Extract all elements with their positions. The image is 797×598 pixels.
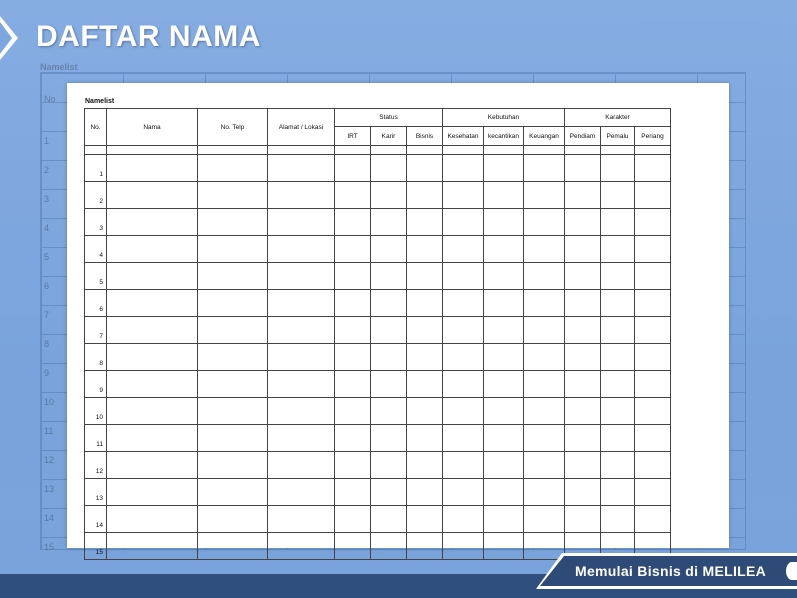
background-row-number: 5 [44,252,50,262]
cell-pendiam [565,290,601,317]
cell-nama [107,479,198,506]
cell-irt [335,398,371,425]
cell-keuangan [524,344,565,371]
cell-keuangan [524,182,565,209]
cell-kecantikan [484,263,524,290]
cell-periang [635,425,671,452]
cell-nama [107,182,198,209]
row-number: 7 [85,317,107,344]
header-no-telp: No. Telp [198,109,268,146]
footer-marker-icon [786,562,797,580]
cell-alamat [268,263,335,290]
cell-periang [635,371,671,398]
row-number: 3 [85,209,107,236]
cell-nama [107,371,198,398]
header-status-irt: IRT [335,127,371,146]
cell-bisnis [407,533,443,560]
cell-no-telp [198,425,268,452]
cell-irt [335,209,371,236]
cell-pendiam [565,182,601,209]
cell-kecantikan [484,155,524,182]
cell-pemalu [601,425,635,452]
header-alamat: Alamat / Lokasi [268,109,335,146]
cell-kesehatan [443,533,484,560]
row-number: 2 [85,182,107,209]
header-status-bisnis: Bisnis [407,127,443,146]
footer-text: Memulai Bisnis di MELILEA [575,563,767,579]
cell-no-telp [198,155,268,182]
cell-kecantikan [484,209,524,236]
row-number: 5 [85,263,107,290]
cell-bisnis [407,317,443,344]
header-karakter-pendiam: Pendiam [565,127,601,146]
cell-nama [107,398,198,425]
cell-no-telp [198,371,268,398]
background-row-number: 9 [44,368,50,378]
cell-irt [335,479,371,506]
cell-kesehatan [443,425,484,452]
header-kebutuhan-kecantikan: kecantikan [484,127,524,146]
background-row-number: 12 [44,455,55,465]
row-number: 11 [85,425,107,452]
cell-alamat [268,182,335,209]
cell-irt [335,236,371,263]
cell-pemalu [601,236,635,263]
table-row [85,452,671,479]
cell-bisnis [407,209,443,236]
cell-keuangan [524,371,565,398]
row-number: 14 [85,506,107,533]
background-row-number: 15 [44,542,55,552]
cell-kesehatan [443,344,484,371]
cell-keuangan [524,263,565,290]
title-arrow-inner [0,22,12,54]
cell-no-telp [198,398,268,425]
cell-pendiam [565,452,601,479]
background-row-number: 14 [44,513,55,523]
cell-alamat [268,344,335,371]
cell-periang [635,479,671,506]
cell-karir [371,452,407,479]
cell-karir [371,236,407,263]
cell-no-telp [198,344,268,371]
cell-irt [335,317,371,344]
table-row [85,236,671,263]
table-row [85,209,671,236]
cell-alamat [268,398,335,425]
cell-keuangan [524,506,565,533]
table-row [85,398,671,425]
cell-kecantikan [484,317,524,344]
cell-pemalu [601,209,635,236]
cell-karir [371,344,407,371]
cell-alamat [268,290,335,317]
header-kebutuhan: Kebutuhan [443,109,565,127]
slide-title: DAFTAR NAMA [36,20,261,53]
cell-pemalu [601,290,635,317]
cell-no-telp [198,182,268,209]
row-number: 10 [85,398,107,425]
cell-pendiam [565,155,601,182]
cell-pendiam [565,371,601,398]
cell-karir [371,155,407,182]
cell-alamat [268,479,335,506]
cell-kesehatan [443,263,484,290]
table-row [85,344,671,371]
cell-karir [371,263,407,290]
table-row [85,506,671,533]
header-nama: Nama [107,109,198,146]
cell-kecantikan [484,398,524,425]
cell-kecantikan [484,452,524,479]
cell-karir [371,533,407,560]
cell-kesehatan [443,155,484,182]
row-number: 12 [85,452,107,479]
namelist-sheet [67,83,729,556]
cell-karir [371,209,407,236]
cell-keuangan [524,533,565,560]
row-number: 13 [85,479,107,506]
cell-pemalu [601,182,635,209]
background-table-no-header: No [44,94,56,104]
cell-kesehatan [443,398,484,425]
cell-pemalu [601,263,635,290]
background-row-number: 4 [44,223,50,233]
cell-no-telp [198,290,268,317]
cell-no-telp [198,506,268,533]
cell-irt [335,371,371,398]
cell-irt [335,155,371,182]
cell-kesehatan [443,209,484,236]
cell-nama [107,209,198,236]
cell-periang [635,344,671,371]
cell-no-telp [198,209,268,236]
background-row-number: 8 [44,339,50,349]
cell-kecantikan [484,506,524,533]
cell-alamat [268,236,335,263]
header-karakter-pemalu: Pemalu [601,127,635,146]
cell-nama [107,344,198,371]
cell-irt [335,182,371,209]
cell-bisnis [407,506,443,533]
cell-pendiam [565,398,601,425]
cell-bisnis [407,425,443,452]
cell-pemalu [601,452,635,479]
cell-nama [107,317,198,344]
cell-nama [107,506,198,533]
background-row-number: 11 [44,426,54,436]
cell-bisnis [407,398,443,425]
cell-irt [335,425,371,452]
table-row [85,290,671,317]
namelist-table [84,108,671,560]
row-number: 15 [85,533,107,560]
cell-alamat [268,506,335,533]
cell-pendiam [565,209,601,236]
table-row [85,425,671,452]
cell-nama [107,155,198,182]
cell-periang [635,182,671,209]
table-row [85,155,671,182]
background-row-number: 3 [44,194,50,204]
cell-irt [335,533,371,560]
cell-karir [371,398,407,425]
cell-alamat [268,317,335,344]
cell-bisnis [407,479,443,506]
cell-karir [371,290,407,317]
cell-pemalu [601,398,635,425]
cell-kecantikan [484,344,524,371]
cell-periang [635,155,671,182]
cell-bisnis [407,452,443,479]
cell-keuangan [524,155,565,182]
cell-bisnis [407,344,443,371]
cell-bisnis [407,155,443,182]
cell-keuangan [524,398,565,425]
cell-pendiam [565,506,601,533]
cell-periang [635,452,671,479]
cell-karir [371,371,407,398]
cell-periang [635,263,671,290]
cell-irt [335,263,371,290]
cell-kesehatan [443,317,484,344]
background-table-title: Namelist [40,62,78,72]
cell-pemalu [601,317,635,344]
cell-nama [107,236,198,263]
cell-alamat [268,533,335,560]
cell-pemalu [601,506,635,533]
cell-kesehatan [443,479,484,506]
cell-nama [107,533,198,560]
cell-bisnis [407,371,443,398]
cell-alamat [268,425,335,452]
cell-periang [635,317,671,344]
cell-bisnis [407,182,443,209]
cell-karir [371,479,407,506]
cell-keuangan [524,290,565,317]
cell-alamat [268,371,335,398]
cell-irt [335,506,371,533]
cell-pendiam [565,479,601,506]
cell-nama [107,425,198,452]
cell-nama [107,263,198,290]
cell-kesehatan [443,290,484,317]
cell-no-telp [198,533,268,560]
cell-keuangan [524,209,565,236]
row-number: 9 [85,371,107,398]
cell-pendiam [565,317,601,344]
cell-keuangan [524,425,565,452]
cell-pemalu [601,371,635,398]
header-no: No. [85,109,107,146]
cell-no-telp [198,263,268,290]
cell-kecantikan [484,290,524,317]
header-karakter: Karakter [565,109,671,127]
cell-bisnis [407,236,443,263]
cell-no-telp [198,452,268,479]
cell-karir [371,425,407,452]
background-row-number: 1 [44,136,50,146]
cell-pendiam [565,344,601,371]
cell-kesehatan [443,182,484,209]
cell-keuangan [524,452,565,479]
cell-alamat [268,209,335,236]
cell-kecantikan [484,425,524,452]
cell-kesehatan [443,371,484,398]
cell-no-telp [198,236,268,263]
cell-periang [635,236,671,263]
cell-periang [635,398,671,425]
cell-no-telp [198,317,268,344]
cell-karir [371,317,407,344]
cell-irt [335,344,371,371]
cell-keuangan [524,236,565,263]
cell-pendiam [565,263,601,290]
background-row-number: 10 [44,397,55,407]
cell-bisnis [407,290,443,317]
cell-kecantikan [484,479,524,506]
background-row-number: 6 [44,281,50,291]
cell-kecantikan [484,371,524,398]
cell-karir [371,182,407,209]
cell-kecantikan [484,236,524,263]
cell-pemalu [601,155,635,182]
cell-keuangan [524,317,565,344]
cell-nama [107,290,198,317]
header-status-karir: Karir [371,127,407,146]
cell-kesehatan [443,236,484,263]
namelist-title: Namelist [85,98,115,105]
cell-pendiam [565,425,601,452]
table-row [85,317,671,344]
cell-periang [635,290,671,317]
cell-irt [335,290,371,317]
cell-pemalu [601,344,635,371]
table-spacer-row [85,146,671,155]
row-number: 1 [85,155,107,182]
cell-keuangan [524,479,565,506]
header-status: Status [335,109,443,127]
cell-alamat [268,452,335,479]
table-row [85,263,671,290]
cell-irt [335,452,371,479]
row-number: 6 [85,290,107,317]
background-row-number: 2 [44,165,50,175]
cell-kecantikan [484,182,524,209]
table-row [85,479,671,506]
cell-kesehatan [443,506,484,533]
cell-periang [635,209,671,236]
background-row-number: 13 [44,484,55,494]
background-row-number: 7 [44,310,50,320]
cell-pemalu [601,479,635,506]
header-kebutuhan-keuangan: Keuangan [524,127,565,146]
cell-bisnis [407,263,443,290]
table-row [85,371,671,398]
cell-karir [371,506,407,533]
header-karakter-periang: Periang [635,127,671,146]
row-number: 4 [85,236,107,263]
row-number: 8 [85,344,107,371]
cell-kesehatan [443,452,484,479]
cell-nama [107,452,198,479]
cell-periang [635,506,671,533]
header-kebutuhan-kesehatan: Kesehatan [443,127,484,146]
cell-no-telp [198,479,268,506]
cell-alamat [268,155,335,182]
table-row [85,182,671,209]
cell-kecantikan [484,533,524,560]
cell-pendiam [565,236,601,263]
